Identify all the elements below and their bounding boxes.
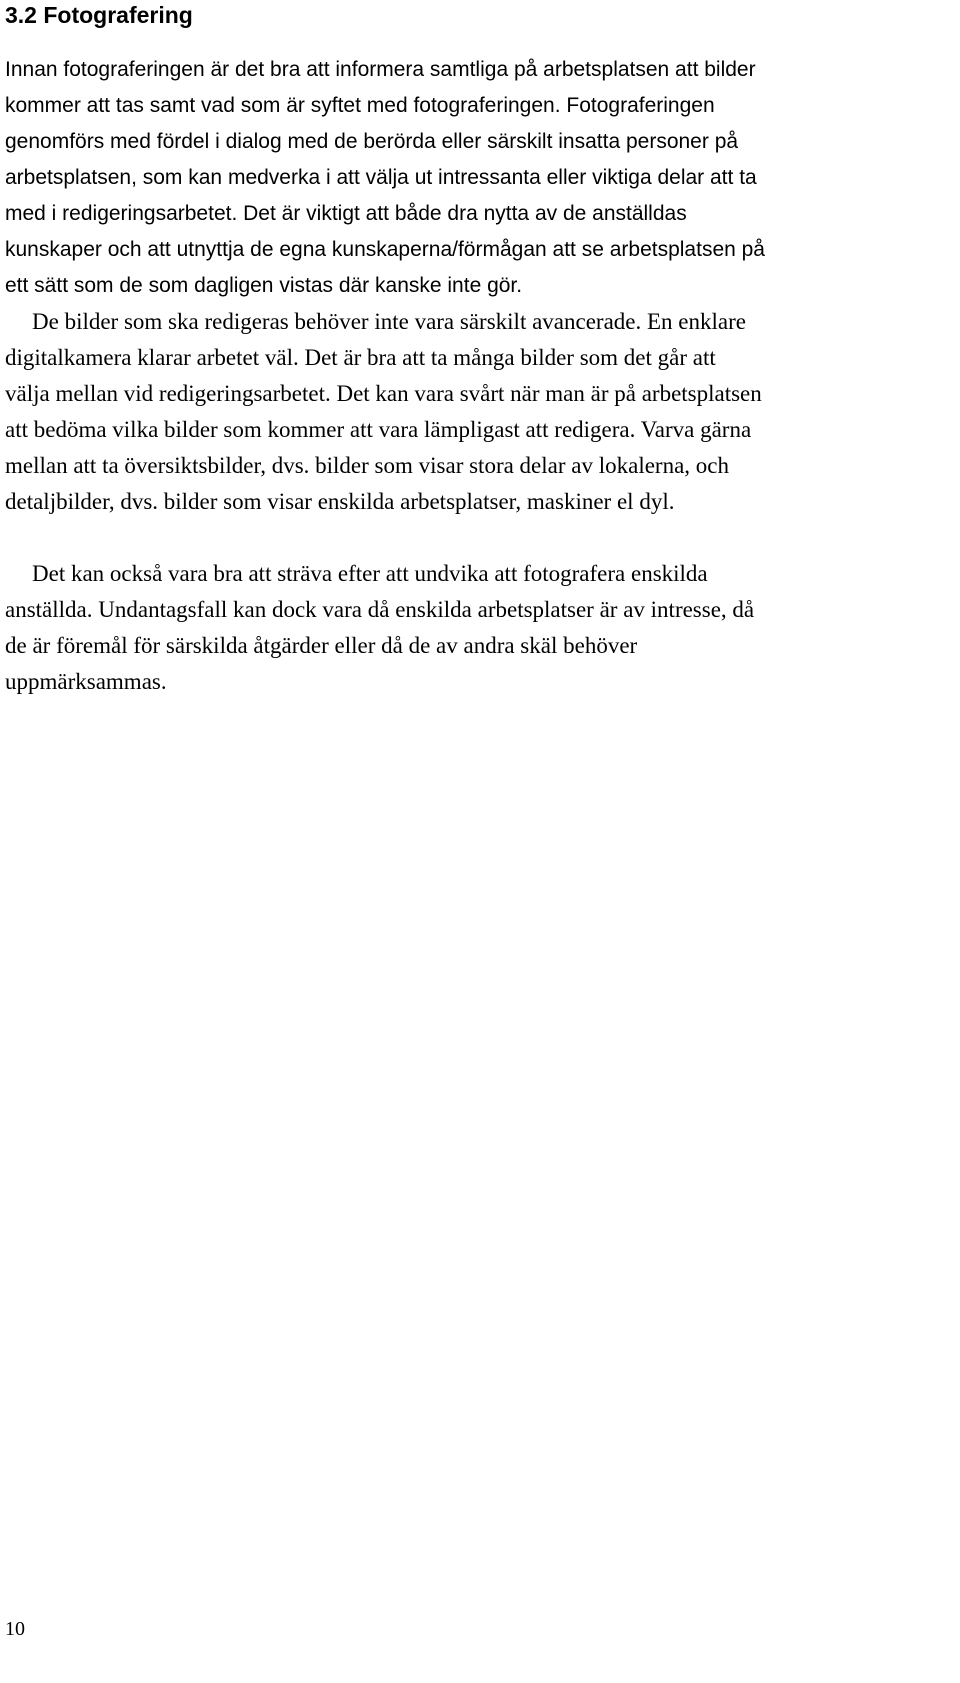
- body-line: De bilder som ska redigeras behöver inte vara särskilt avancerade. En enklare: [32, 309, 746, 334]
- body-line: mellan att ta översiktsbilder, dvs. bilder som visar stora delar av lokalerna, och: [5, 453, 730, 478]
- body-line: med i redigeringsarbetet. Det är viktigt att både dra nytta av de anställdas: [5, 202, 687, 225]
- body-line: digitalkamera klarar arbetet väl. Det är bra att ta många bilder som det går att: [5, 345, 716, 370]
- body-line: arbetsplatsen, som kan medverka i att välja ut intressanta eller viktiga delar att ta: [5, 166, 757, 189]
- body-line: uppmärksammas.: [5, 669, 167, 694]
- section-heading: 3.2 Fotografering: [5, 2, 193, 28]
- body-line: de är föremål för särskilda åtgärder eller då de av andra skäl behöver: [5, 633, 638, 658]
- body-line: kommer att tas samt vad som är syftet med fotograferingen. Fotograferingen: [5, 94, 715, 117]
- body-line: genomförs med fördel i dialog med de berörda eller särskilt insatta personer på: [5, 130, 739, 153]
- body-line: att bedöma vilka bilder som kommer att vara lämpligast att redigera. Varva gärna: [5, 417, 752, 442]
- body-line: Det kan också vara bra att sträva efter att undvika att fotografera enskilda: [32, 561, 708, 586]
- body-line: kunskaper och att utnyttja de egna kunskaperna/förmågan att se arbetsplatsen på: [5, 238, 765, 261]
- body-line: Innan fotograferingen är det bra att informera samtliga på arbetsplatsen att bilder: [5, 58, 756, 81]
- body-line: välja mellan vid redigeringsarbetet. Det kan vara svårt när man är på arbetsplatsen: [5, 381, 762, 406]
- page-number: 10: [5, 1618, 25, 1640]
- body-line: anställda. Undantagsfall kan dock vara då enskilda arbetsplatser är av intresse, då: [5, 597, 755, 622]
- body-line: detaljbilder, dvs. bilder som visar enskilda arbetsplatser, maskiner el dyl.: [5, 489, 675, 514]
- body-line: ett sätt som de som dagligen vistas där kanske inte gör.: [5, 274, 523, 297]
